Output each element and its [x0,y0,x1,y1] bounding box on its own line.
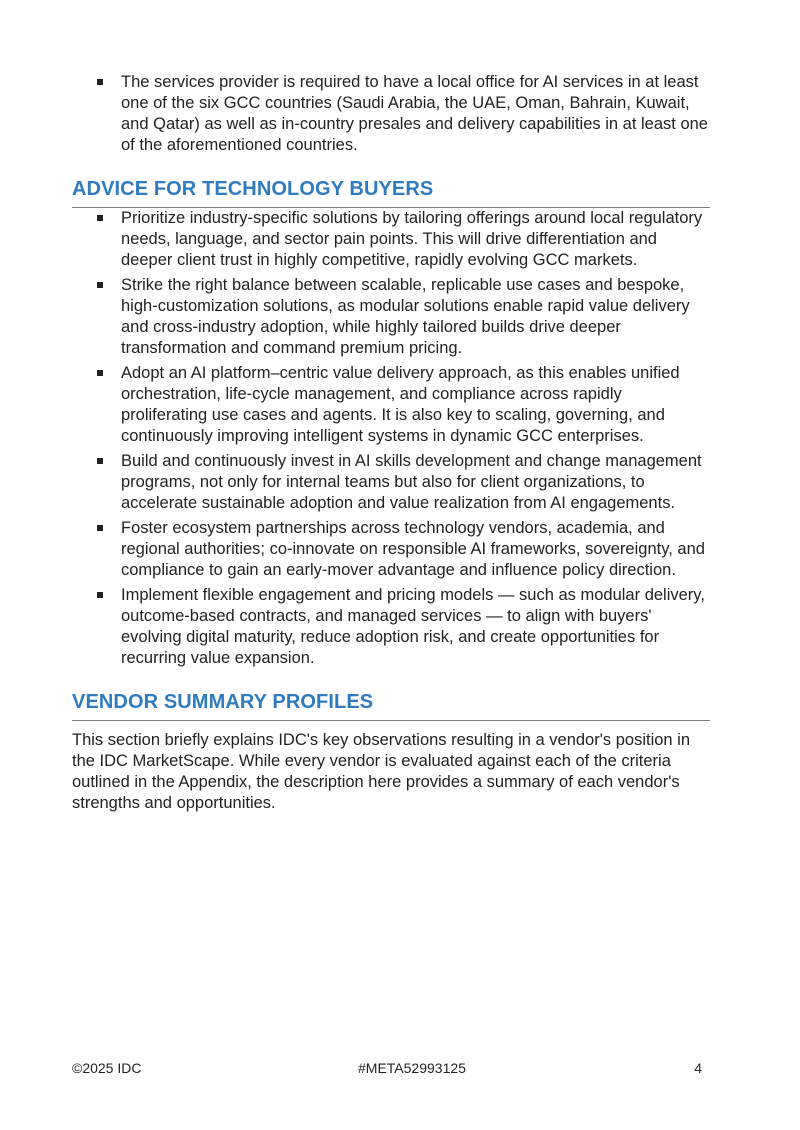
square-bullet-icon [97,282,103,288]
bullet-text: Prioritize industry-specific solutions by tailoring offerings around local regulatory needs, language, and sector pain points. This will drive differentiation and deeper client trust in highly competitive, rapidly evolving GCC markets. [121,209,703,269]
bullet-text: Build and continuously invest in AI skills development and change management programs, not only for internal teams but also for client organizations, to accelerate sustainable adoption and value realization from AI engagements. [121,452,702,512]
advice-bullet-list [72,208,710,669]
vendor-profiles-heading: VENDOR SUMMARY PROFILES [72,691,710,721]
list-item [72,208,710,271]
square-bullet-icon [97,592,103,598]
bullet-text: Adopt an AI platform–centric value delivery approach, as this enables unified orchestration, life-cycle management, and compliance across rapidly proliferating use cases and agents. It is also key to scaling, governing, and continuously improving intelligent systems in dynamic GCC enterprises. [121,364,680,445]
document-page [72,72,710,814]
list-item [72,585,710,669]
square-bullet-icon [97,215,103,221]
bullet-text: Foster ecosystem partnerships across technology vendors, academia, and regional authorities; co-innovate on responsible AI frameworks, sovereignty, and compliance to gain an early-mover advantage and influence policy direction. [121,519,705,579]
bullet-text: Strike the right balance between scalable, replicable use cases and bespoke, high-customization solutions, as modular solutions enable rapid value delivery and cross-industry adoption, while highly tailored builds drive deeper transformation and command premium pricing. [121,276,690,357]
bullet-text: The services provider is required to have a local office for AI services in at least one of the six GCC countries (Saudi Arabia, the UAE, Oman, Bahrain, Kuwait, and Qatar) as well as in-country presales and delivery capabilities in at least one of the aforementioned countries. [121,73,708,154]
page-number: 4 [694,1060,702,1076]
square-bullet-icon [97,458,103,464]
document-id: #META52993125 [358,1060,466,1076]
bullet-text: Implement flexible engagement and pricing models — such as modular delivery, outcome-based contracts, and managed services — to align with buyers' evolving digital maturity, reduce adoption risk, and create opportunities for recurring value expansion. [121,586,705,667]
list-item [72,275,710,359]
list-item [72,451,710,514]
intro-bullet-list [72,72,710,156]
square-bullet-icon [97,79,103,85]
list-item [72,518,710,581]
square-bullet-icon [97,370,103,376]
copyright-text: ©2025 IDC [72,1060,142,1076]
vendor-profiles-paragraph: This section briefly explains IDC's key observations resulting in a vendor's position in the IDC MarketScape. While every vendor is evaluated against each of the criteria outlined in the Appendix, the description here provides a summary of each vendor's strengths and opportunities. [72,731,691,812]
square-bullet-icon [97,525,103,531]
list-item [72,72,710,156]
advice-heading: ADVICE FOR TECHNOLOGY BUYERS [72,178,710,208]
list-item [72,363,710,447]
